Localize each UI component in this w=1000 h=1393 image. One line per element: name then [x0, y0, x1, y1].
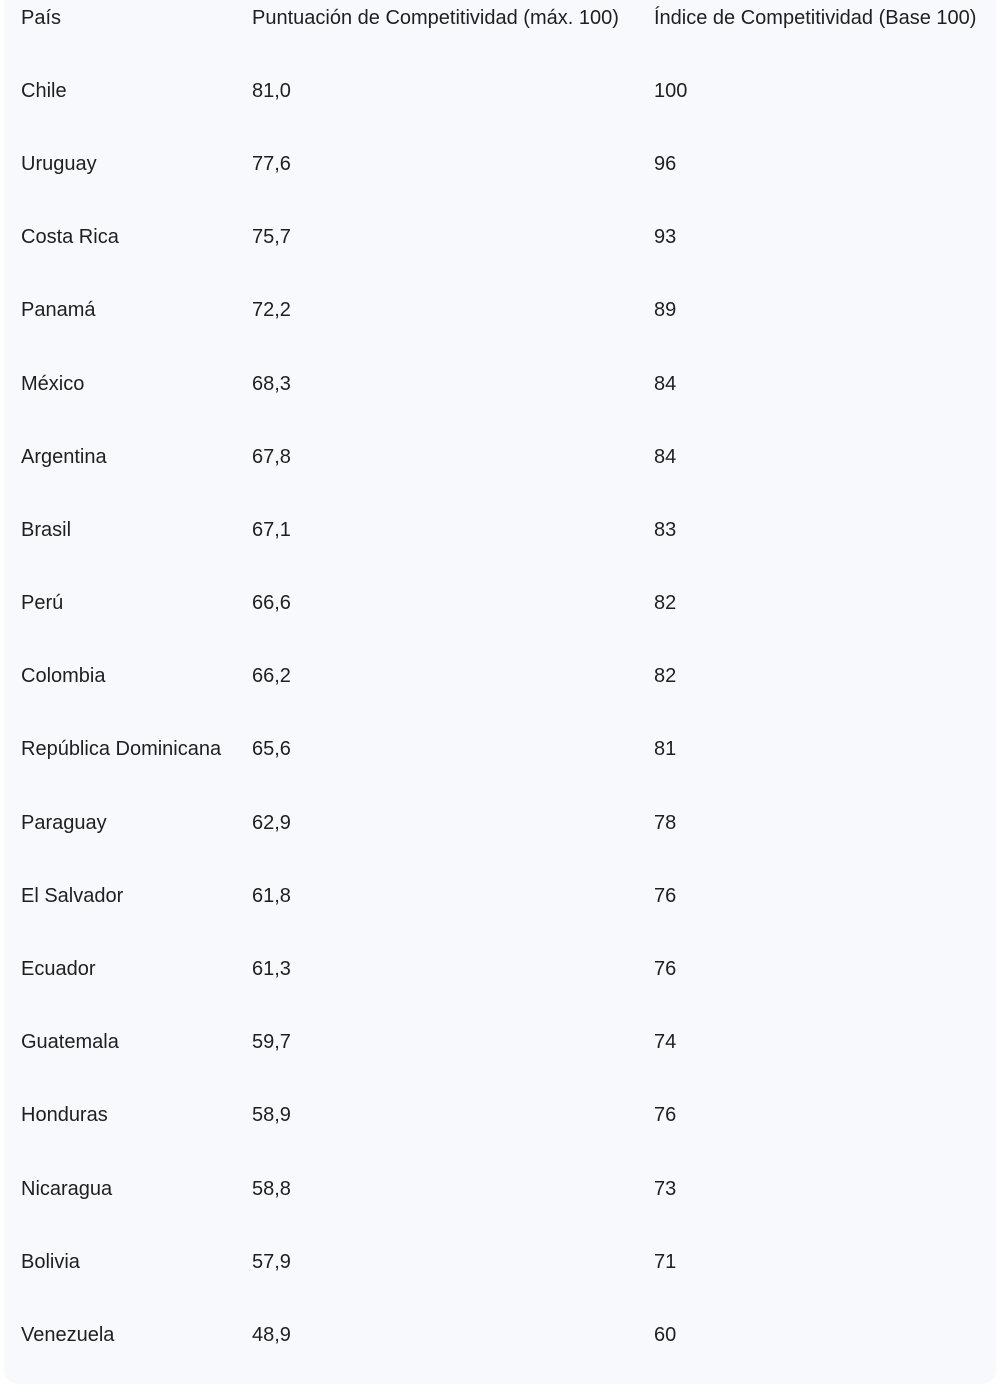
table-row — [4, 513, 996, 547]
index-cell: 78 — [654, 812, 677, 834]
score-cell: 67,1 — [252, 519, 291, 541]
country-cell: Ecuador — [21, 958, 96, 980]
score-cell: 67,8 — [252, 446, 291, 468]
country-cell: Brasil — [21, 519, 72, 541]
table-row — [4, 74, 996, 108]
score-cell: 75,7 — [252, 226, 291, 248]
score-cell: 66,6 — [252, 592, 291, 614]
index-cell: 73 — [654, 1178, 677, 1200]
header-country: País — [21, 7, 62, 29]
score-cell: 72,2 — [252, 299, 291, 321]
index-cell: 100 — [654, 80, 688, 102]
country-cell: Honduras — [21, 1104, 108, 1126]
table-row — [4, 586, 996, 620]
index-cell: 89 — [654, 299, 677, 321]
score-cell: 66,2 — [252, 665, 291, 687]
country-cell: Perú — [21, 592, 64, 614]
table-row — [4, 293, 996, 327]
country-cell: Chile — [21, 80, 67, 102]
table-row — [4, 1025, 996, 1059]
score-cell: 58,8 — [252, 1178, 291, 1200]
table-row — [4, 732, 996, 766]
score-cell: 81,0 — [252, 80, 291, 102]
index-cell: 76 — [654, 885, 677, 907]
country-cell: Nicaragua — [21, 1178, 113, 1200]
table-row — [4, 147, 996, 181]
index-cell: 76 — [654, 1104, 677, 1126]
country-cell: Argentina — [21, 446, 107, 468]
header-score: Puntuación de Competitividad (máx. 100) — [252, 7, 619, 29]
score-cell: 57,9 — [252, 1251, 291, 1273]
table-row — [4, 952, 996, 986]
table-row — [4, 879, 996, 913]
index-cell: 84 — [654, 373, 677, 395]
country-cell: Costa Rica — [21, 226, 119, 248]
score-cell: 58,9 — [252, 1104, 291, 1126]
country-cell: Bolivia — [21, 1251, 80, 1273]
score-cell: 48,9 — [252, 1324, 291, 1346]
index-cell: 84 — [654, 446, 677, 468]
country-cell: México — [21, 373, 85, 395]
country-cell: Paraguay — [21, 812, 107, 834]
table-row — [4, 367, 996, 401]
score-cell: 62,9 — [252, 812, 291, 834]
country-cell: Uruguay — [21, 153, 97, 175]
index-cell: 93 — [654, 226, 677, 248]
country-cell: Panamá — [21, 299, 96, 321]
table-row — [4, 659, 996, 693]
index-cell: 71 — [654, 1251, 677, 1273]
index-cell: 82 — [654, 592, 677, 614]
table-row — [4, 440, 996, 474]
index-cell: 74 — [654, 1031, 677, 1053]
table-row — [4, 806, 996, 840]
index-cell: 96 — [654, 153, 677, 175]
index-cell: 83 — [654, 519, 677, 541]
country-cell: Venezuela — [21, 1324, 115, 1346]
index-cell: 60 — [654, 1324, 677, 1346]
country-cell: El Salvador — [21, 885, 124, 907]
index-cell: 82 — [654, 665, 677, 687]
table-row — [4, 1245, 996, 1279]
score-cell: 77,6 — [252, 153, 291, 175]
country-cell: Colombia — [21, 665, 106, 687]
country-cell: República Dominicana — [21, 738, 222, 760]
score-cell: 68,3 — [252, 373, 291, 395]
table-row — [4, 220, 996, 254]
table-row — [4, 1318, 996, 1352]
index-cell: 76 — [654, 958, 677, 980]
table-header-row — [4, 1, 996, 35]
table-row — [4, 1172, 996, 1206]
table-row — [4, 1098, 996, 1132]
competitiveness-table — [4, 0, 996, 1384]
header-index: Índice de Competitividad (Base 100) — [654, 7, 977, 29]
score-cell: 65,6 — [252, 738, 291, 760]
score-cell: 61,3 — [252, 958, 291, 980]
score-cell: 59,7 — [252, 1031, 291, 1053]
country-cell: Guatemala — [21, 1031, 119, 1053]
score-cell: 61,8 — [252, 885, 291, 907]
index-cell: 81 — [654, 738, 677, 760]
